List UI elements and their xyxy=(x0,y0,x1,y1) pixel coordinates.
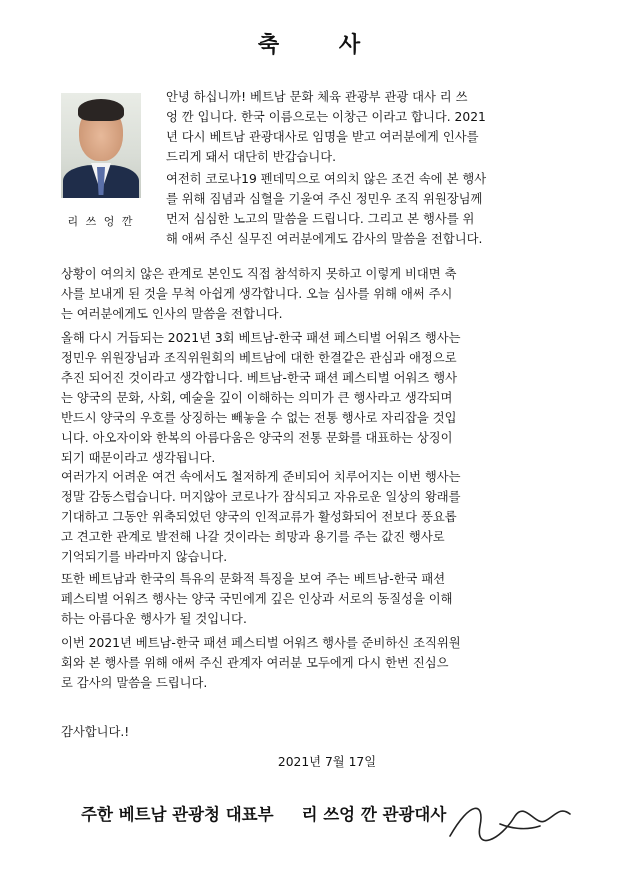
text-line: 페스티벌 어워즈 행사는 양국 국민에게 깊은 인상과 서로의 동질성을 이해 xyxy=(61,592,453,606)
text-line: 기대하고 그동안 위축되었던 양국의 인적교류가 활성화되어 전보다 풍요롭 xyxy=(61,510,457,524)
text-line: 년 다시 베트남 관광대사로 임명을 받고 여러분에게 인사를 xyxy=(166,130,479,144)
text-line: 기억되기를 바라마지 않습니다. xyxy=(61,550,228,564)
document-title: 축 사 xyxy=(257,33,387,58)
handwritten-signature xyxy=(440,796,580,846)
text-line: 엉 깐 입니다. 한국 이름으로는 이창근 이라고 합니다. 2021 xyxy=(166,110,486,124)
signatory-organization: 주한 베트남 관광청 대표부 xyxy=(81,805,274,824)
paragraph-regret xyxy=(61,264,591,324)
text-line: 하는 아름다운 행사가 될 것입니다. xyxy=(61,612,247,626)
text-line: 이번 2021년 베트남-한국 패션 페스티벌 어워즈 행사를 준비하신 조직위원 xyxy=(61,636,461,650)
text-line: 는 여러분에게도 인사의 말씀을 전합니다. xyxy=(61,307,283,321)
text-line: 고 견고한 관계로 발전해 나갈 것이라는 희망과 용기를 주는 값진 행사로 xyxy=(61,530,445,544)
signatory-name-title: 리 쓰엉 깐 관광대사 xyxy=(301,805,447,824)
text-line: 또한 베트남과 한국의 특유의 문화적 특징을 보여 주는 베트남-한국 패션 xyxy=(61,572,446,586)
signature-line xyxy=(81,801,446,825)
paragraph-thank-you xyxy=(61,722,591,742)
text-line: 로 감사의 말씀을 드립니다. xyxy=(61,676,208,690)
text-line: 상황이 여의치 않은 관계로 본인도 직접 참석하지 못하고 이렇게 비대면 축 xyxy=(61,267,457,281)
text-line: 해 애써 주신 실무진 여러분에게도 감사의 말씀을 전합니다. xyxy=(166,232,483,246)
text-line: 정말 감동스럽습니다. 머지않아 코로나가 잠식되고 자유로운 일상의 왕래를 xyxy=(61,490,461,504)
document-date: 2021년 7월 17일 xyxy=(277,755,377,769)
text-line: 드리게 돼서 대단히 반갑습니다. xyxy=(166,150,337,164)
text-line: 는 양국의 문화, 사회, 예술을 깊이 이해하는 의미가 큰 행사라고 생각되며 xyxy=(61,391,453,405)
text-line: 여러가지 어려운 여건 속에서도 철저하게 준비되어 치루어지는 이번 행사는 xyxy=(61,470,461,484)
text-line: 회와 본 행사를 위해 애써 주신 관계자 여러분 모두에게 다시 한번 진심으 xyxy=(61,656,449,670)
text-line: 감사합니다.! xyxy=(61,725,130,739)
text-line: 를 위해 짐념과 심혈을 기울여 주신 정민우 조직 위원장님께 xyxy=(166,192,483,206)
text-line: 니다. 아오자이와 한복의 아름다움은 양국의 전통 문화를 대표하는 상징이 xyxy=(61,431,453,445)
paragraph-thanks-chair xyxy=(166,169,586,249)
text-line: 되기 때문이라고 생각됩니다. xyxy=(61,451,216,465)
text-line: 추진 되어진 것이라고 생각합니다. 베트남-한국 패션 페스티벌 어워즈 행사 xyxy=(61,371,457,385)
paragraph-closing xyxy=(61,633,591,693)
paragraph-hope xyxy=(61,467,591,567)
ambassador-photo xyxy=(61,93,141,198)
paragraph-event xyxy=(61,328,591,468)
text-line: 반드시 양국의 우호를 상징하는 빼놓을 수 없는 전통 행사로 자리잡을 것입 xyxy=(61,411,457,425)
paragraph-greeting xyxy=(166,87,586,167)
text-line: 여전히 코로나19 펜데믹으로 여의치 않은 조건 속에 본 행사 xyxy=(166,172,487,186)
text-line: 올해 다시 거듭되는 2021년 3회 베트남-한국 패션 페스티벌 어워즈 행사는 xyxy=(61,331,461,345)
paragraph-culture xyxy=(61,569,591,629)
text-line: 안녕 하십니까! 베트남 문화 체육 관광부 관광 대사 리 쓰 xyxy=(166,90,468,104)
photo-caption: 리 쓰 엉 깐 xyxy=(67,215,135,228)
text-line: 먼저 심심한 노고의 말씀을 드립니다. 그리고 본 행사를 위 xyxy=(166,212,475,226)
text-line: 정민우 위원장님과 조직위원회의 베트남에 대한 한결같은 관심과 애정으로 xyxy=(61,351,457,365)
text-line: 사를 보내게 된 것을 무척 아쉽게 생각합니다. 오늘 심사를 위해 애써 주시 xyxy=(61,287,453,301)
